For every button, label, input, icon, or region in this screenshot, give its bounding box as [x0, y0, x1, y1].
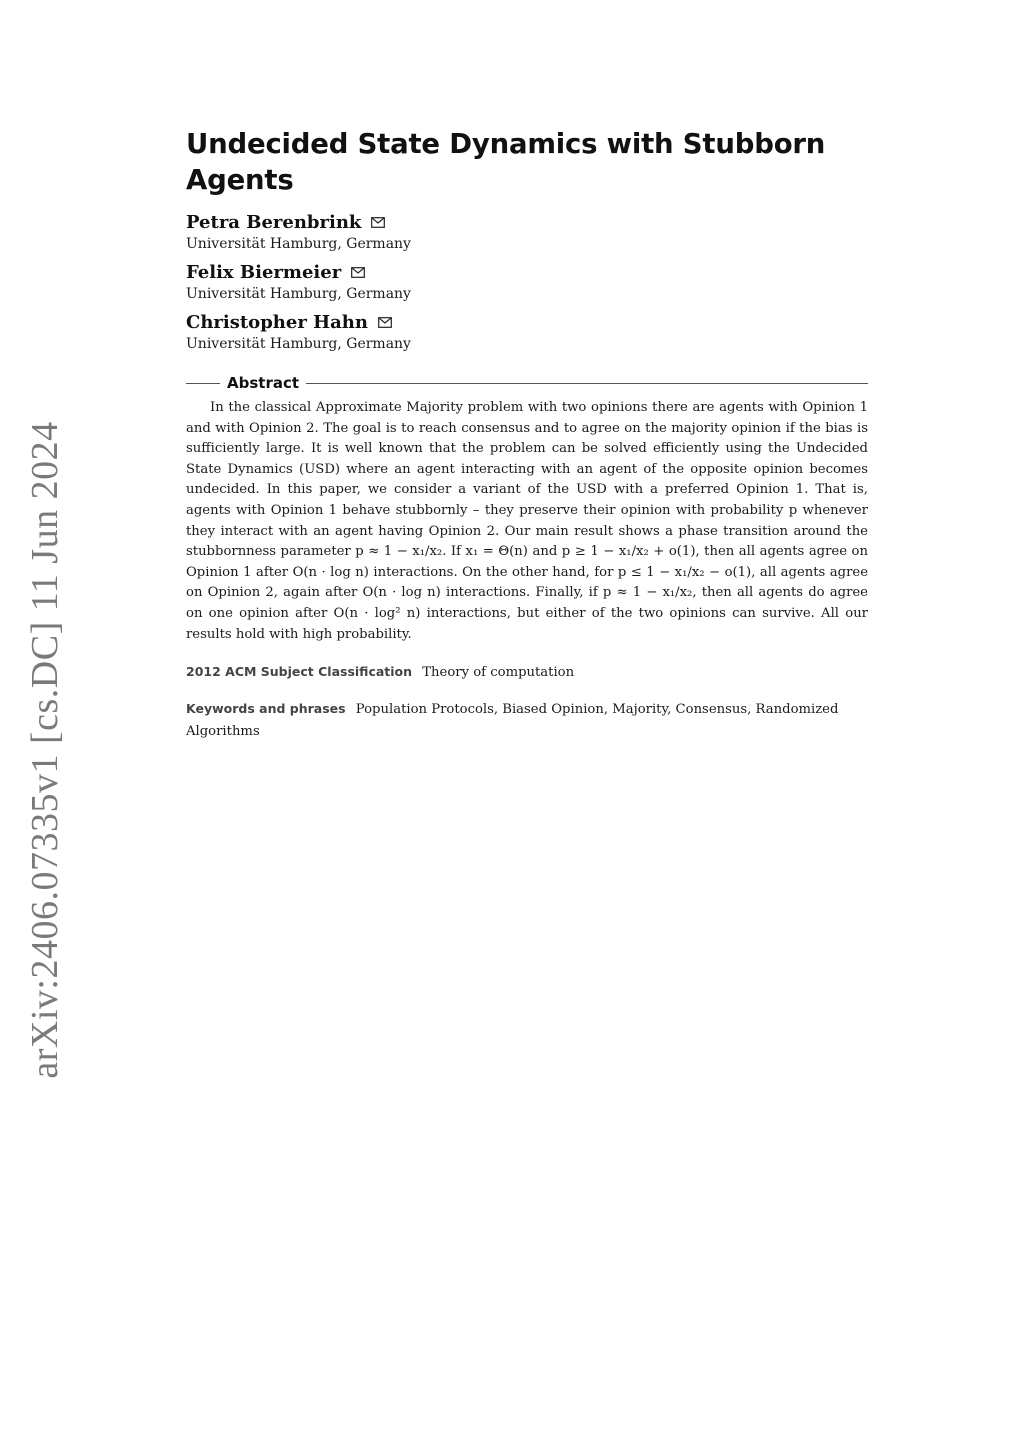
paper-title: Undecided State Dynamics with Stubborn Agents [186, 128, 826, 196]
author-name: Felix Biermeier [186, 262, 342, 283]
author-name: Christopher Hahn [186, 312, 368, 333]
keywords-label: Keywords and phrases [186, 701, 346, 717]
author-block [186, 212, 868, 254]
abstract-heading: Abstract [227, 374, 300, 392]
keywords-value: Population Protocols, Biased Opinion, Majority, Consensus, Randomized Algorithms [186, 702, 839, 740]
envelope-icon[interactable] [371, 213, 385, 232]
author-affiliation: Universität Hamburg, Germany [186, 236, 411, 252]
author-affiliation: Universität Hamburg, Germany [186, 336, 411, 352]
acm-classification-label: 2012 ACM Subject Classification [186, 664, 413, 680]
abstract-rule-left [186, 383, 220, 384]
envelope-icon[interactable] [351, 263, 365, 282]
envelope-icon[interactable] [378, 313, 392, 332]
author-affiliation: Universität Hamburg, Germany [186, 286, 411, 302]
author-block [186, 262, 868, 304]
abstract-text: In the classical Approximate Majority problem with two opinions there are agents with Opinion 1 and with Opinion 2. The goal is to reach consensus and to agree on the majority opinion if the bias is sufficiently large. It is well known that the problem can be solved efficiently using the Undecided State Dynamics (USD) where an agent interacting with an agent of the opposite opinion becomes undecided. In this paper, we consider a variant of the USD with a preferred Opinion 1. That is, agents with Opinion 1 behave stubbornly – they preserve their opinion with probability p whenever they interact with an agent having Opinion 2. Our main result shows a phase transition around the stubbornness parameter p ≈ 1 − x₁/x₂. If x₁ = Θ(n) and p ≥ 1 − x₁/x₂ + o(1), then all agents agree on Opinion 1 after O(n · log n) interactions. On the other hand, for p ≤ 1 − x₁/x₂ − o(1), all agents agree on Opinion 2, again after O(n · log n) interactions. Finally, if p ≈ 1 − x₁/x₂, then all agents do agree on one opinion after O(n · log² n) interactions, but either of the two opinions can survive. All our results hold with high probability. [186, 400, 868, 642]
arxiv-identifier-stamp: arXiv:2406.07335v1 [cs.DC] 11 Jun 2024 [24, 421, 66, 1079]
author-name: Petra Berenbrink [186, 212, 362, 233]
author-block [186, 312, 868, 354]
acm-classification [186, 661, 868, 684]
abstract-header [186, 374, 868, 392]
paper-front-matter [186, 126, 868, 743]
keywords [186, 698, 868, 743]
acm-classification-value: Theory of computation [422, 665, 575, 681]
abstract-rule-right [306, 383, 868, 384]
